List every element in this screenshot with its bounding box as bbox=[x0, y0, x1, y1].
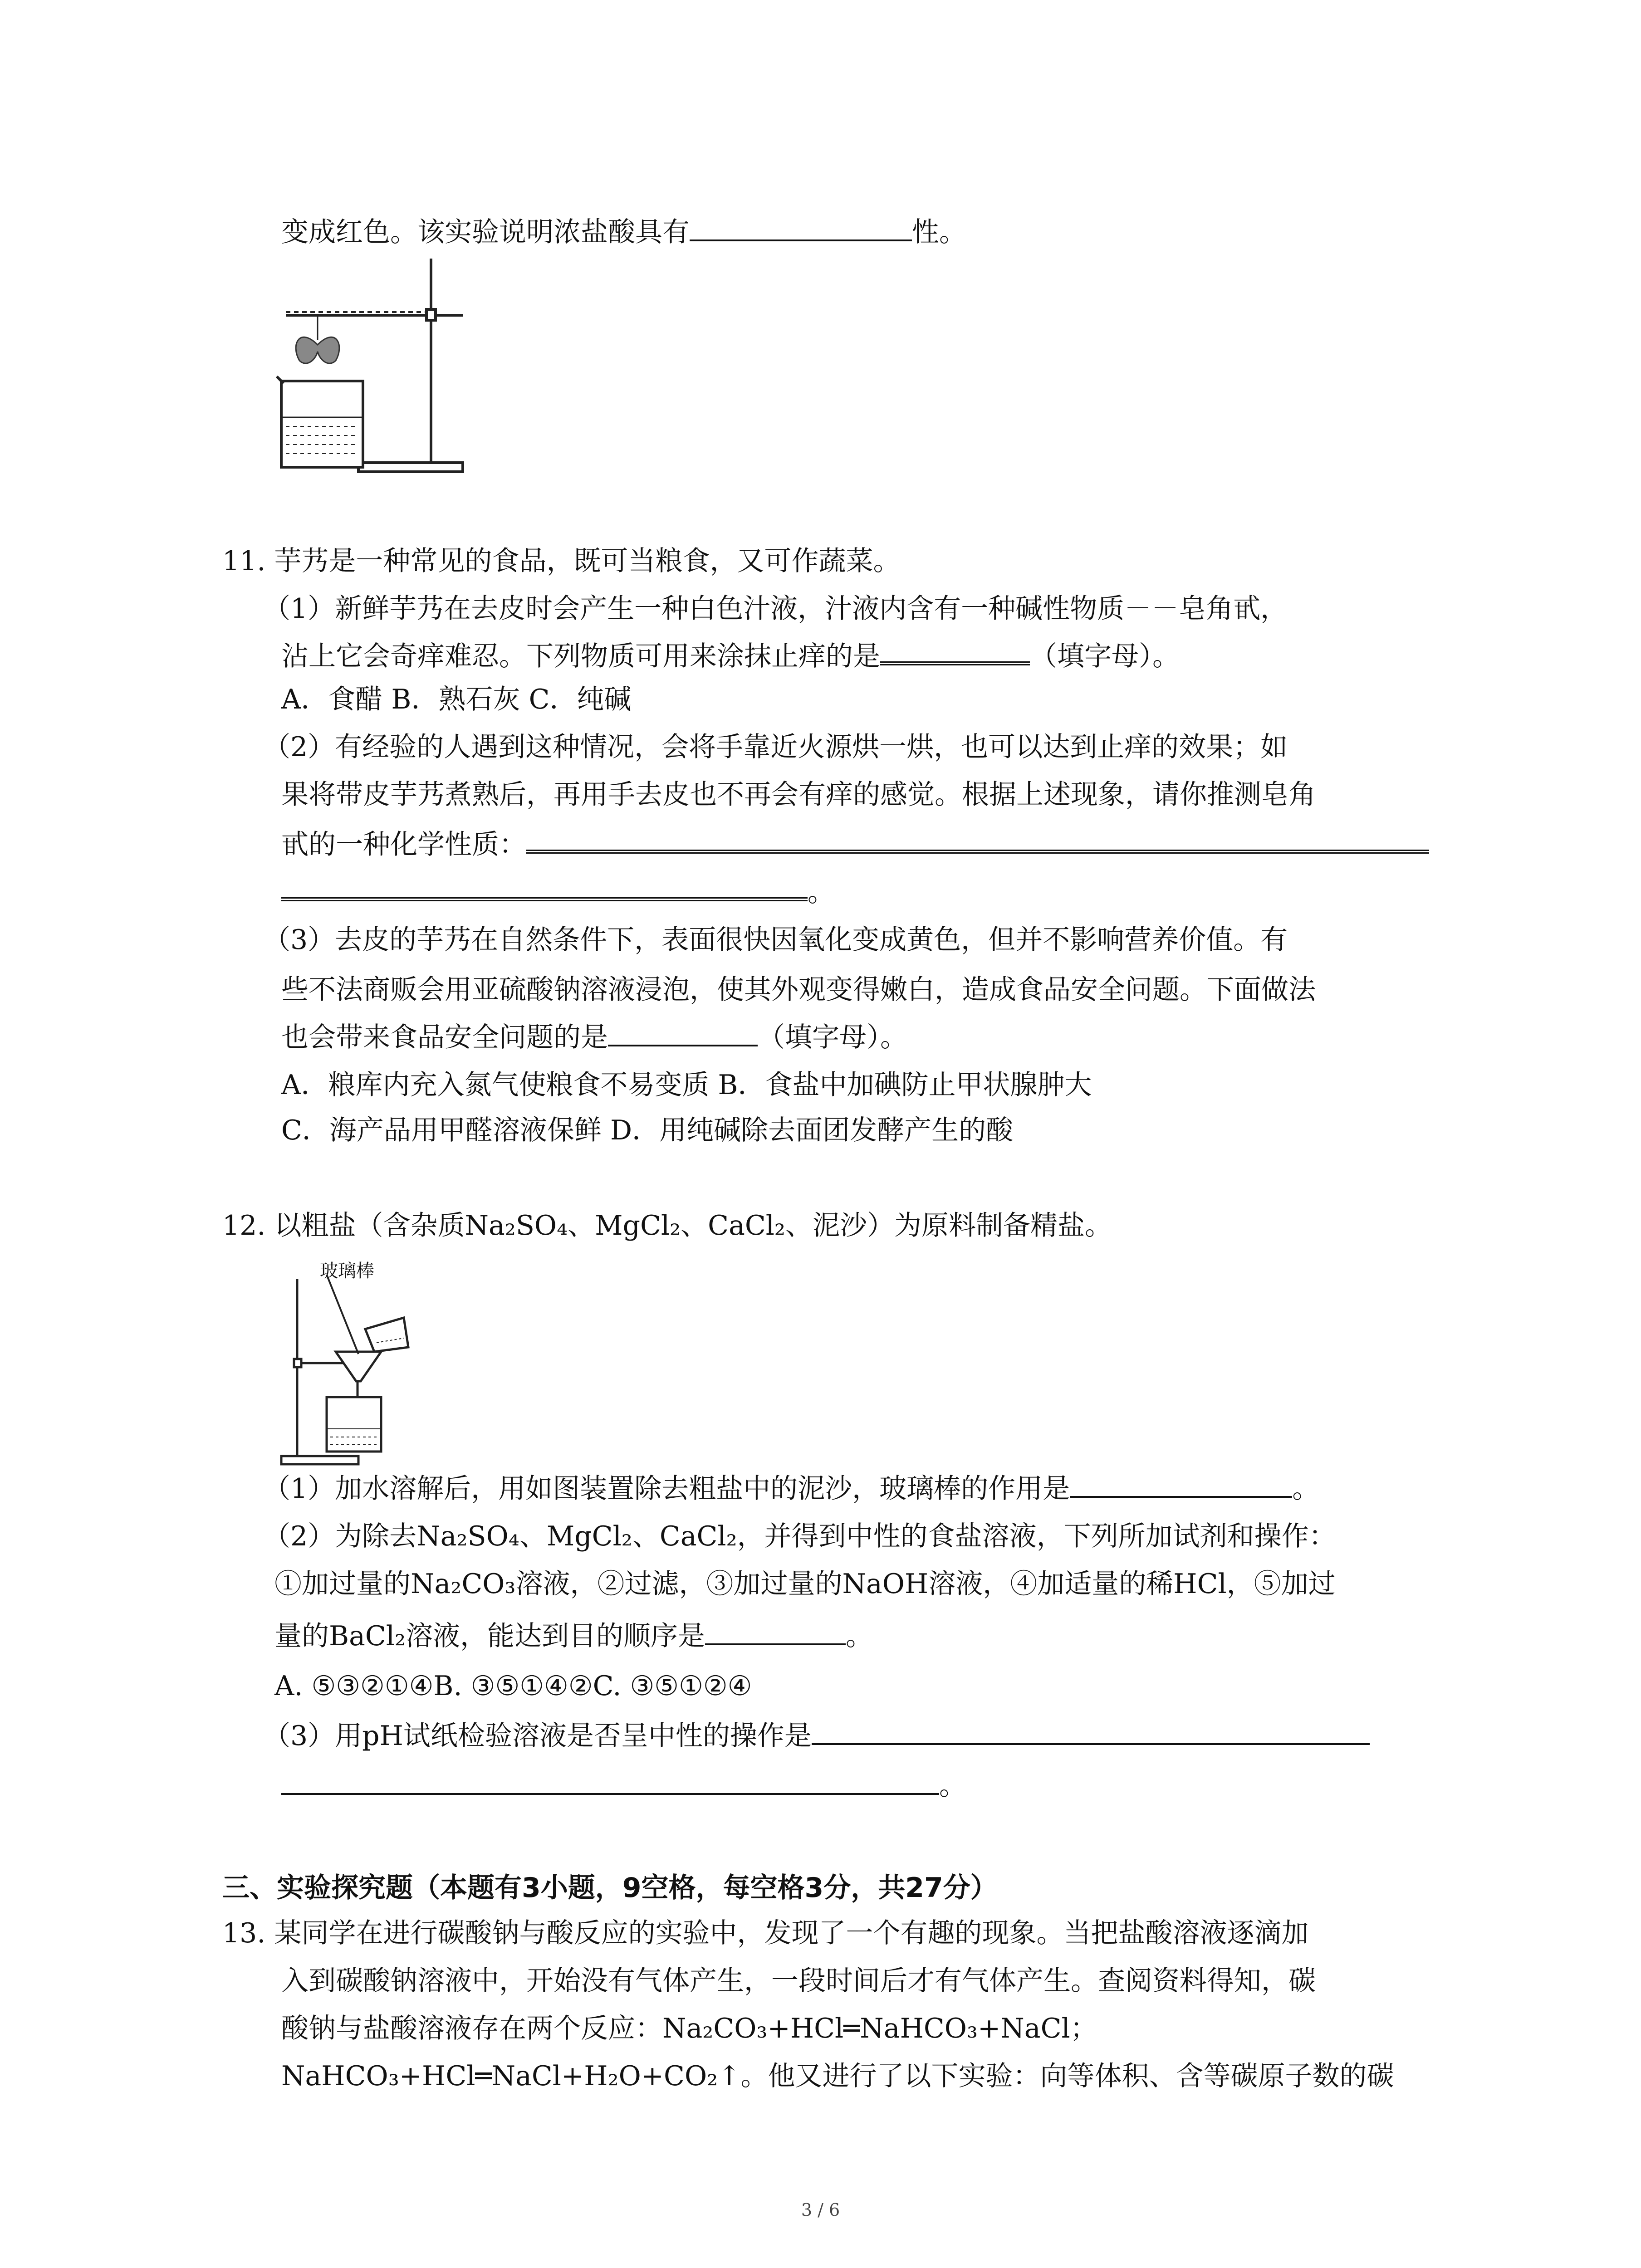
q12-part2-options: A. ⑤③②①④B. ③⑤①④②C. ③⑤①②④ bbox=[274, 1670, 752, 1702]
answer-blank bbox=[1070, 1470, 1292, 1498]
q11-stem: 11. 芋艿是一种常见的食品，既可当粮食，又可作蔬菜。 bbox=[222, 545, 901, 577]
answer-blank bbox=[281, 1767, 939, 1795]
figure-label-glass-rod: 玻璃棒 bbox=[320, 1261, 374, 1281]
q13-line3: 酸钠与盐酸溶液存在两个反应：Na₂CO₃+HCl═NaHCO₃+NaCl； bbox=[281, 2013, 1097, 2044]
q11-part1-options: A．食醋 B．熟石灰 C．纯碱 bbox=[281, 684, 632, 715]
section-3-heading: 三、实验探究题（本题有3小题，9空格，每空格3分，共27分） bbox=[222, 1872, 998, 1904]
q12-part3-line1: （3）用pH试纸检验溶液是否呈中性的操作是 bbox=[263, 1717, 1370, 1755]
q13-line2: 入到碳酸钠溶液中，开始没有气体产生，一段时间后才有气体产生。查阅资料得知，碳 bbox=[281, 1965, 1316, 1997]
q12-part2-line1: （2）为除去Na₂SO₄、MgCl₂、CaCl₂，并得到中性的食盐溶液，下列所加试剂和操作： bbox=[263, 1520, 1336, 1552]
answer-blank bbox=[608, 1018, 758, 1046]
q11-part3-line2: 些不法商贩会用亚硫酸钠溶液浸泡，使其外观变得嫩白，造成食品安全问题。下面做法 bbox=[281, 974, 1316, 1006]
q12-part1: （1）加水溶解后，用如图装置除去粗盐中的泥沙，玻璃棒的作用是 。 bbox=[263, 1470, 1319, 1508]
q12-filtration-figure bbox=[272, 1270, 422, 1474]
q12-part2-line3: 量的BaCl₂溶液，能达到目的顺序是 。 bbox=[274, 1617, 873, 1655]
q13-line1: 13. 某同学在进行碳酸钠与酸反应的实验中，发现了一个有趣的现象。当把盐酸溶液逐滴加 bbox=[222, 1917, 1309, 1949]
q10-tail-line: 变成红色。该实验说明浓盐酸具有 性。 bbox=[281, 213, 966, 251]
q11-part1-line1: （1）新鲜芋艿在去皮时会产生一种白色汁液，汁液内含有一种碱性物质－－皂角甙， bbox=[263, 593, 1288, 625]
answer-blank bbox=[281, 871, 808, 901]
q13-line4: NaHCO₃+HCl═NaCl+H₂O+CO₂↑。他又进行了以下实验：向等体积、含等碳原子数的碳 bbox=[281, 2060, 1394, 2092]
page-number: 3 / 6 bbox=[801, 2200, 840, 2220]
q11-part3-options2: C．海产品用甲醛溶液保鲜 D．用纯碱除去面团发酵产生的酸 bbox=[281, 1114, 1014, 1146]
q11-part2-line1: （2）有经验的人遇到这种情况，会将手靠近火源烘一烘，也可以达到止痒的效果；如 bbox=[263, 731, 1288, 763]
answer-blank bbox=[705, 1617, 846, 1645]
answer-blank bbox=[690, 213, 912, 241]
answer-blank bbox=[880, 635, 1030, 665]
q12-part3-line2: 。 bbox=[281, 1767, 966, 1805]
answer-blank bbox=[812, 1717, 1370, 1745]
q11-part3-line3: 也会带来食品安全问题的是 （填字母）。 bbox=[281, 1018, 907, 1056]
q11-part2-line4: 。 bbox=[281, 871, 835, 911]
q10-apparatus-figure bbox=[272, 254, 481, 490]
q11-part1-line2: 沾上它会奇痒难忍。下列物质可用来涂抹止痒的是 （填字母）。 bbox=[281, 635, 1180, 675]
answer-blank bbox=[526, 823, 1429, 854]
q12-part2-line2: ①加过量的Na₂CO₃溶液，②过滤，③加过量的NaOH溶液，④加适量的稀HCl，⑤加过 bbox=[274, 1568, 1336, 1600]
q11-part2-line2: 果将带皮芋艿煮熟后，再用手去皮也不再会有痒的感觉。根据上述现象，请你推测皂角 bbox=[281, 779, 1316, 811]
q11-part3-line1: （3）去皮的芋艿在自然条件下，表面很快因氧化变成黄色，但并不影响营养价值。有 bbox=[263, 924, 1288, 956]
q11-part2-line3: 甙的一种化学性质： bbox=[281, 823, 1429, 864]
q11-part3-options1: A．粮库内充入氮气使粮食不易变质 B．食盐中加碘防止甲状腺肿大 bbox=[281, 1069, 1092, 1101]
q12-stem: 12. 以粗盐（含杂质Na₂SO₄、MgCl₂、CaCl₂、泥沙）为原料制备精盐。 bbox=[222, 1210, 1112, 1242]
